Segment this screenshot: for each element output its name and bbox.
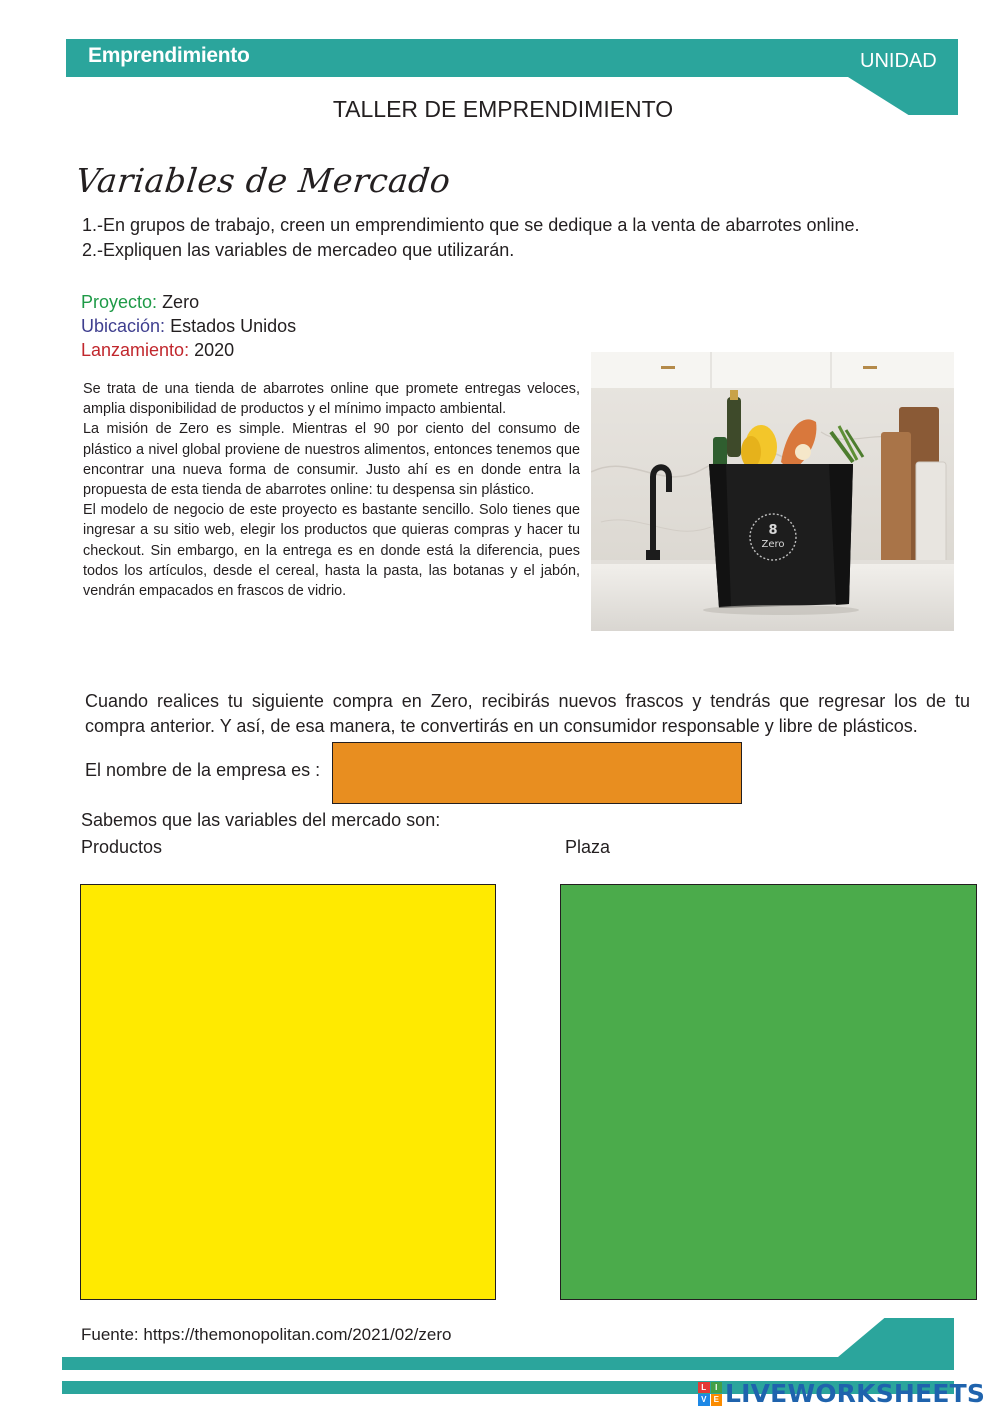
closing-paragraph: Cuando realices tu siguiente compra en Zero, recibirás nuevos frascos y tendrás que regresar los de tu compra anterior. Y así, de esa manera, te convertirás en un consumidor responsable y libre de plásticos. bbox=[85, 691, 970, 736]
launch-value: 2020 bbox=[194, 340, 235, 360]
liveworksheets-text: LIVEWORKSHEETS bbox=[725, 1379, 986, 1408]
productos-answer-box[interactable] bbox=[80, 884, 496, 1300]
description-paragraph-1: Se trata de una tienda de abarrotes online que promete entregas veloces, amplia disponibilidad de productos y el mínimo impacto ambiental. bbox=[83, 381, 580, 418]
location-label: Ubicación: bbox=[81, 316, 166, 336]
mark-letter-i: I bbox=[711, 1382, 723, 1394]
liveworksheets-watermark bbox=[698, 1379, 985, 1408]
svg-text:8: 8 bbox=[768, 523, 778, 538]
plaza-label: Plaza bbox=[565, 837, 611, 857]
project-label: Proyecto: bbox=[81, 292, 158, 312]
photo-illustration bbox=[591, 352, 954, 631]
productos-label: Productos bbox=[81, 837, 163, 857]
zero-bag-photo bbox=[591, 352, 954, 631]
company-name-label: El nombre de la empresa es : bbox=[85, 760, 321, 780]
location-value: Estados Unidos bbox=[170, 316, 297, 336]
page-title: TALLER DE EMPRENDIMIENTO bbox=[332, 96, 674, 122]
footer-stripe-top bbox=[62, 1357, 954, 1370]
header-unit: UNIDAD bbox=[860, 50, 937, 72]
description-paragraph-3: El modelo de negocio de este proyecto es bastante sencillo. Solo tienes que ingresar a su sitio web, elegir los productos que quieras compras y hacer tu checkout. Sin embargo, en la entrega es en donde está la diferencia, pues todos los artículos, desde el cereal, hasta la pasta, las botanas y el jabón, vendrán empacados en frascos de vidrio. bbox=[83, 502, 580, 600]
mark-letter-l: L bbox=[698, 1382, 710, 1394]
footer-tab-decoration bbox=[838, 1318, 954, 1357]
instruction-1: 1.-En grupos de trabajo, creen un emprendimiento que se dedique a la venta de abarrotes online. bbox=[82, 215, 860, 235]
company-name-input[interactable] bbox=[332, 742, 742, 804]
source-citation: Fuente: https://themonopolitan.com/2021/02/zero bbox=[81, 1325, 452, 1344]
instruction-2: 2.-Expliquen las variables de mercadeo que utilizarán. bbox=[82, 240, 515, 260]
mark-letter-e: E bbox=[711, 1394, 723, 1406]
variables-title: Sabemos que las variables del mercado son: bbox=[81, 810, 441, 830]
header-title: Emprendimiento bbox=[88, 44, 250, 67]
section-title: Variables de Mercado bbox=[73, 161, 453, 200]
plaza-answer-box[interactable] bbox=[560, 884, 977, 1300]
description-paragraph-2: La misión de Zero es simple. Mientras el 90 por ciento del consumo de plástico a nivel global proviene de nuestros alimentos, entonces tenemos que encontrar una nueva forma de consumir. Justo ahí es en donde entra la propuesta de esta tienda de abarrotes online: tu despensa sin plástico. bbox=[83, 421, 580, 499]
mark-letter-v: V bbox=[698, 1394, 710, 1406]
launch-line bbox=[81, 340, 234, 361]
project-value: Zero bbox=[162, 292, 200, 312]
description-text bbox=[83, 379, 580, 601]
location-line bbox=[81, 316, 296, 337]
bag-brand-text: Zero bbox=[761, 539, 785, 550]
project-line bbox=[81, 292, 199, 313]
launch-label: Lanzamiento: bbox=[81, 340, 190, 360]
liveworksheets-icon bbox=[698, 1382, 722, 1406]
